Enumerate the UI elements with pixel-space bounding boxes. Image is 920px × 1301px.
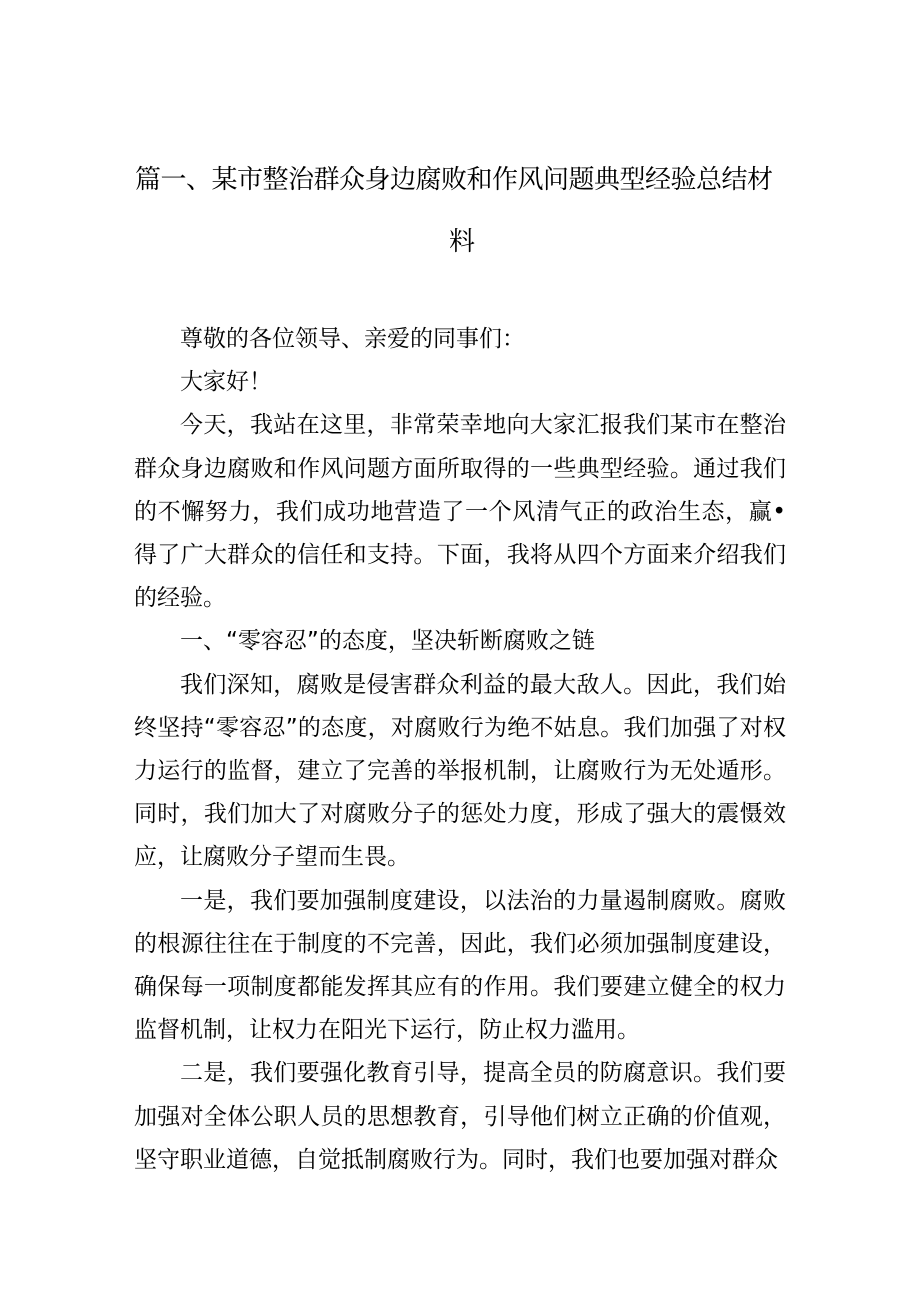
intro-paragraph: 今天，我站在这里，非常荣幸地向大家汇报我们某市在整治群众身边腐败和作风问题方面所取得的一些典型经验。通过我们的不懈努力，我们成功地营造了一个风清气正的政治生态，赢•得了广大群众的信任和支持。下面，我将从四个方面来介绍我们的经验。 [134,412,786,612]
body-paragraph: 一是，我们要加强制度建设，以法治的力量遏制腐败。腐败的根源往往在于制度的不完善，因此，我们必须加强制度建设，确保每一项制度都能发挥其应有的作用。我们要建立健全的权力监督机制，让权力在阳光下运行，防止权力滥用。 [134,887,786,1044]
salutation: 尊敬的各位领导、亲爱的同事们： [180,326,525,352]
document-title-line-1: 篇一、某市整治群众身边腐败和作风问题典型经验总结材 [135,165,773,195]
body-paragraph: 我们深知，腐败是侵害群众利益的最大敌人。因此，我们始终坚持“零容忍”的态度，对腐败行为绝不姑息。我们加强了对权力运行的监督，建立了完善的举报机制，让腐败行为无处遁形。同时，我们加大了对腐败分子的惩处力度，形成了强大的震慑效应，让腐败分子望而生畏。 [134,671,786,871]
section-heading-1: 一、“零容忍”的态度，坚决斩断腐败之链 [180,628,595,655]
document-body [134,318,786,1182]
body-paragraph: 二是，我们要强化教育引导，提高全员的防腐意识。我们要加强对全体公职人员的思想教育，引导他们树立正确的价值观，坚守职业道德，自觉抵制腐败行为。同时，我们也要加强对群众 [134,1060,786,1173]
greeting: 大家好！ [180,369,272,396]
document-title-line-2: 料 [449,227,476,257]
